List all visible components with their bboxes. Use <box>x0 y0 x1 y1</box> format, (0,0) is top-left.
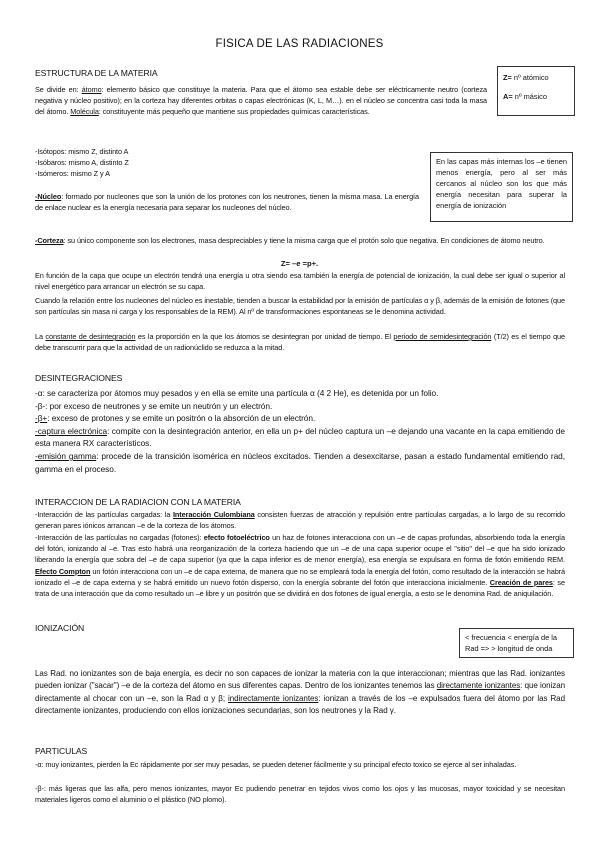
paragraph-corteza: -Corteza: su único componente son los electrones, masa despreciables y tiene la misma carga que el protón solo que negativa. En condiciones de átomo neutro. <box>35 236 545 245</box>
section-heading-interaccion: INTERACCION DE LA RADIACION CON LA MATERIA <box>35 497 241 507</box>
term-culombiana: Interacción Culombiana <box>172 510 255 519</box>
term-fotoelectrico: efecto fotoeléctrico <box>203 533 270 542</box>
term-molecula: Molécula <box>70 107 99 117</box>
term-periodo: periodo de semidesintegración <box>393 332 492 341</box>
z-label: Z= <box>503 73 512 82</box>
paragraph-ionizacion: Las Rad. no ionizantes son de baja energía, es decir no son capaces de ionizar la materia con la que interaccionan; mientras que las Rad. ionizantes pueden ionizar ("sacar") –e de la corteza del átomo en sus diferentes capas. Dentro de los ionizantes tenemos las directamente ionizantes: que ionizan directamente al chocar con un –e, son la Rad α y β; indirectamente ionizantes: ionizan a través de los –e expulsados fuera del átomo por las Rad directamente ionizantes, produciendo con ellos ionizaciones secundarias, son los neutrones y la Rad γ. <box>35 669 566 715</box>
paragraph-relacion-nucleones: Cuando la relación entre los nucleones del núcleo es inestable, tienden a buscar la estabilidad por la emisión de partículas α y β, además de la emisión de fotones (que son partículas sin masa ni carga y los responsables de la REM). Al nº de transformaciones espontaneas se le denomina actividad. <box>35 296 565 317</box>
page-title: FISICA DE LAS RADIACIONES <box>215 38 384 50</box>
paragraph-divide: Se divide en: átomo: elemento básico que constituye la materia. Para que el átomo sea estable debe ser eléctricamente neutro (corteza negativa y núcleo positivo); en la corteza hay diferentes orbitas o capas electrónicas (K, L, M…). en el núcleo se concentra casi toda la masa del átomo. Molécula: constituyente más pequeño que mantiene sus propiedades químicas características. <box>35 85 487 117</box>
term-corteza: -Corteza <box>35 236 64 245</box>
paragraph-particulas-beta: -β-: más ligeras que las alfa, pero menos ionizantes, mayor Ec pudiendo penetrar en tejidos vivos como los ojos y las mucosas, mayor toxicidad y se necesitan materiales ligeros como el aluminio o el plástico (NO plomo). <box>35 784 565 805</box>
term-compton: Efecto Compton <box>35 566 91 576</box>
beta-plus-line: -β+: exceso de protones y se emite un positrón o la absorción de un electrón. <box>35 413 316 424</box>
paragraph-no-cargadas: -Interacción de las partículas no cargadas (fotones): efecto fotoeléctrico un haz de fotones interacciona con un –e de capas profundas, absorbiendo toda la energía del fotón, ionizando al –e. Tras esto habrá una reorganización de la corteza haciendo que un –e de una capa superior ocupe el "sitio" del –e que ha sido ionizado liberando la energía que sobra del –e de capa superior (ya que la capa inferior es de menor energía), esa energía se expulsara en forma de fotón emitiendo REM. Efecto Compton un fotón interacciona con un –e de capa externa, de manera que no se empleará toda la energía del fotón, como resultado de la interacción se habrá ionizado el –e de capa externa y se habrá emitido un nuevo fotón disperso, con la energía sobrante del fotón que interacciona inicialmente. Creación de pares: se trata de una interacción que da como resultado un –e libre y un positrón que se dividirá en dos fotones de igual energía, a esto se le denomina Rad. de aniquilación. <box>35 533 565 599</box>
beta-minus-line: -β-: por exceso de neutrones y se emite un neutrón y un electrón. <box>35 400 273 411</box>
term-pares: Creación de pares <box>489 577 553 587</box>
isotopos-line: -Isótopos: mismo Z, distinto A <box>35 147 129 156</box>
inner-shells-note-box: En las capas más internas los –e tienen menos energía, pero al ser más cercanos al núcleo son los que más energía necesitan para superar la energía de ionización <box>430 152 573 222</box>
isomeros-line: -Isómeros: mismo Z y A <box>35 169 110 179</box>
frequency-note-box <box>459 628 574 658</box>
term-directamente: directamente ionizantes <box>436 681 521 691</box>
paragraph-particulas-alpha: -α: muy ionizantes, pierden la Ec rápidamente por ser muy pesadas, se pueden detener fácilmente y su principal efecto toxico se ejerce al ser inhaladas. <box>35 760 517 769</box>
term-constante: constante de desintegración <box>45 332 136 341</box>
isotope-list <box>35 146 415 180</box>
atomic-number-note-box <box>497 66 575 116</box>
section-heading-desintegraciones: DESINTEGRACIONES <box>35 373 123 383</box>
term-indirectamente: indirectamente ionizantes <box>228 693 319 703</box>
term-nucleo: -Núcleo <box>35 192 62 201</box>
z-text: nº atómico <box>511 73 549 82</box>
frequency-line-1: < frecuencia < energía de la <box>465 633 558 642</box>
alpha-decay-line: -α: se caracteriza por átomos muy pesados y en ella se emite una partícula α (4 2 He), es detenida por un folio. <box>35 388 439 398</box>
section-heading-particulas: PARTICULAS <box>35 746 88 756</box>
paragraph-cargadas: -Interacción de las partículas cargadas: la Interacción Culombiana consisten fuerzas de atracción y repulsión entre partículas cargadas, a lo largo de su recorrido generan pares iónicos arrancan –e de la corteza de los átomos. <box>35 510 565 531</box>
captura-line: -captura electrónica: compite con la desintegración anterior, en ella un p+ del núcleo captura un –e dejando una vacante en la capa emitiendo de esta manera RX característicos. <box>35 425 565 449</box>
section-heading-estructura: ESTRUCTURA DE LA MATERIA <box>35 68 158 78</box>
charge-formula: Z= –e =p+. <box>280 259 319 268</box>
term-atomo: átomo <box>81 85 102 94</box>
desintegraciones-list <box>35 387 565 475</box>
gamma-line: -emisión gamma: procede de la transición isomérica en núcleos excitados. Tienden a desexcitarse, pasan a estado fundamental emitiendo rad, gamma en el proceso. <box>35 450 566 474</box>
paragraph-capa-energia: En función de la capa que ocupe un electrón tendrá una energía u otra siendo esa también la energía de potencial de ionización, la cual debe ser igual o superior al nivel energético para arrancar un electrón se su capa. <box>35 271 565 292</box>
frequency-line-2: Rad => > longitud de onda <box>465 644 553 653</box>
section-heading-ionizacion: IONIZACIÓN <box>35 623 85 633</box>
paragraph-constante: La constante de desintegración es la proporción en la que los átomos se desintegran por unidad de tiempo. El periodo de semidesintegración (T/2) es el tiempo que debe transcurrir para que la actividad de un radionúclido se reduzca a la mitad. <box>35 332 566 353</box>
a-text: nº másico <box>512 92 547 101</box>
paragraph-nucleo: -Núcleo: formado por nucleones que son la unión de los protones con los neutrones, tienen la misma masa. La energía de enlace nuclear es la energía necesaria para separar los nucleones del núcleo. <box>35 192 419 213</box>
a-label: A= <box>503 92 513 101</box>
isobaros-line: -Isóbaros: mismo A, distinto Z <box>35 158 129 168</box>
